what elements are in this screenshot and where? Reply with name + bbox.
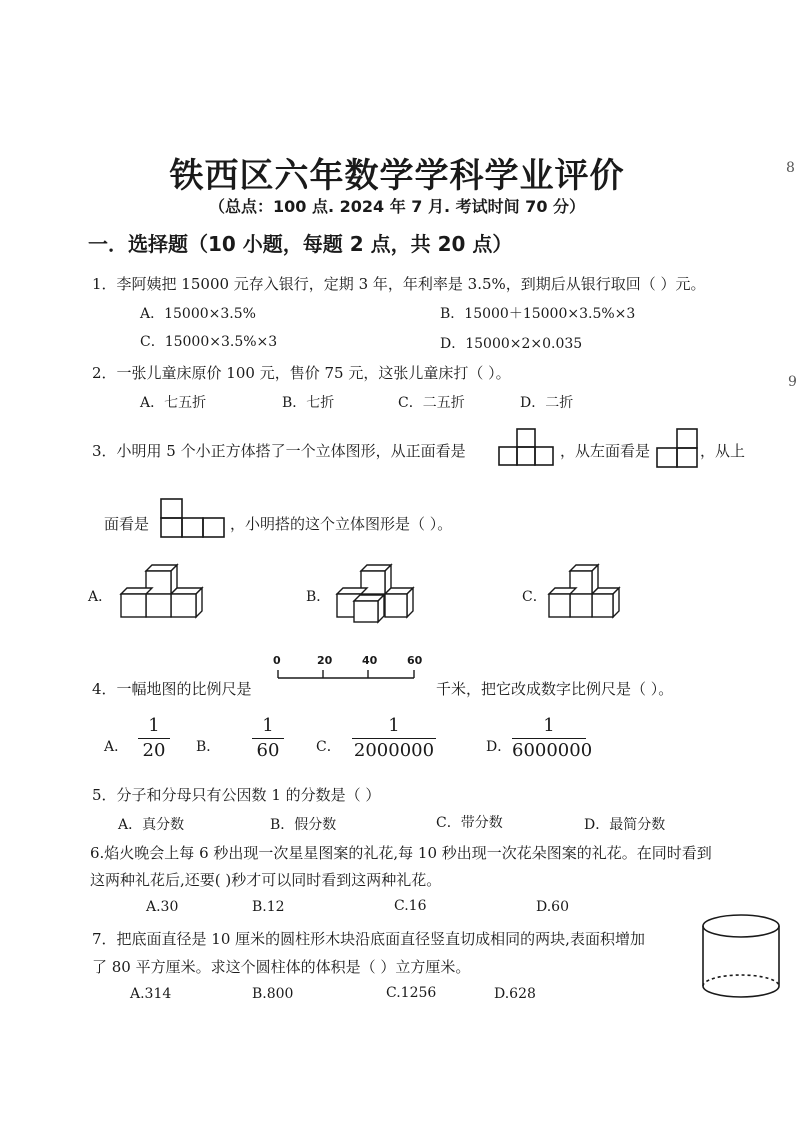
q4-stem-part1: 4．一幅地图的比例尺是 bbox=[92, 680, 252, 698]
scale-tick-20: 20 bbox=[317, 654, 333, 667]
q3-option-a-cubes bbox=[116, 563, 206, 623]
q4-fraction-b bbox=[252, 715, 284, 762]
q6-option-b: B.12 bbox=[252, 899, 285, 915]
q7-option-b: B.800 bbox=[252, 986, 294, 1002]
q7-option-d: D.628 bbox=[494, 986, 536, 1002]
q4-fraction-d-den: 6000000 bbox=[512, 740, 593, 761]
q2-option-c: C．二五折 bbox=[398, 395, 465, 411]
q2-option-d: D．二折 bbox=[520, 395, 574, 411]
q2-stem: 2．一张儿童床原价 100 元，售价 75 元，这张儿童床打（ ）。 bbox=[92, 364, 511, 382]
q4-scale-bar bbox=[270, 652, 430, 686]
q4-option-a: A． bbox=[104, 739, 129, 755]
q3-left-view-figure bbox=[656, 428, 700, 468]
q2-option-b: B．七折 bbox=[282, 395, 335, 411]
q3-stem-part3: ，从上 bbox=[700, 442, 746, 460]
q6-line1: 6.焰火晚会上每 6 秒出现一次星星图案的礼花,每 10 秒出现一次花朵图案的礼花。在同时看到 bbox=[90, 844, 712, 862]
scale-tick-60: 60 bbox=[407, 654, 423, 667]
q4-option-d: D． bbox=[486, 739, 512, 755]
q6-option-a: A.30 bbox=[146, 899, 179, 915]
q3-stem-line2-part2: ，小明搭的这个立体图形是（ ）。 bbox=[230, 515, 453, 533]
q3-option-c: C． bbox=[522, 589, 547, 605]
q4-option-c: C． bbox=[316, 739, 341, 755]
q4-fraction-b-den: 60 bbox=[256, 740, 280, 761]
q6-option-c: C.16 bbox=[394, 898, 427, 914]
q4-fraction-c-num: 1 bbox=[388, 715, 400, 736]
q3-option-b-cubes bbox=[334, 563, 418, 623]
q6-option-d: D.60 bbox=[536, 899, 569, 915]
scale-tick-40: 40 bbox=[362, 654, 378, 667]
q4-option-b: B． bbox=[196, 739, 221, 755]
q3-top-view-figure bbox=[160, 498, 228, 540]
q4-fraction-d bbox=[512, 715, 593, 762]
q7-line2: 了 80 平方厘米。求这个圆柱体的体积是（ ）立方厘米。 bbox=[92, 958, 471, 976]
q2-option-a: A．七五折 bbox=[140, 395, 207, 411]
q1-option-b: B．15000＋15000×3.5%×3 bbox=[440, 306, 636, 322]
q7-cylinder-figure bbox=[700, 912, 784, 998]
q3-option-a: A． bbox=[88, 589, 113, 605]
q4-fraction-b-num: 1 bbox=[262, 715, 274, 736]
q5-option-b: B．假分数 bbox=[270, 817, 337, 833]
q5-stem: 5．分子和分母只有公因数 1 的分数是（ ） bbox=[92, 786, 381, 804]
scale-tick-0: 0 bbox=[273, 654, 281, 667]
q1-option-c: C．15000×3.5%×3 bbox=[140, 334, 278, 350]
q4-fraction-c bbox=[352, 715, 436, 762]
q5-option-c: C．带分数 bbox=[436, 815, 503, 831]
q1-option-d: D．15000×2×0.035 bbox=[440, 336, 583, 352]
q3-option-b: B． bbox=[306, 589, 331, 605]
q5-option-d: D．最简分数 bbox=[584, 817, 666, 833]
page-subtitle: （总点：100 点. 2024 年 7 月. 考试时间 70 分） bbox=[208, 197, 586, 216]
q6-line2: 这两种礼花后,还要( )秒才可以同时看到这两种礼花。 bbox=[90, 871, 442, 889]
q4-fraction-a-den: 20 bbox=[142, 740, 166, 761]
q1-stem: 1．李阿姨把 15000 元存入银行，定期 3 年，年利率是 3.5%，到期后从银行取回（ ）元。 bbox=[92, 275, 706, 293]
q7-line1: 7．把底面直径是 10 厘米的圆柱形木块沿底面直径竖直切成相同的两块,表面积增加 bbox=[92, 930, 645, 948]
q3-stem-part1: 3．小明用 5 个小正方体搭了一个立体图形，从正面看是 bbox=[92, 442, 466, 460]
q4-fraction-a bbox=[138, 715, 170, 762]
q3-stem-line2-part1: 面看是 bbox=[104, 515, 150, 533]
q4-fraction-a-num: 1 bbox=[148, 715, 160, 736]
q4-fraction-c-den: 2000000 bbox=[353, 740, 435, 761]
margin-mark-side: 9 bbox=[788, 374, 797, 390]
q4-fraction-d-num: 1 bbox=[543, 715, 555, 736]
q7-option-a: A.314 bbox=[130, 986, 172, 1002]
q3-stem-part2: ，从左面看是 bbox=[560, 442, 651, 460]
q4-stem-part2: 千米，把它改成数字比例尺是（ ）。 bbox=[436, 680, 674, 698]
page-title: 铁西区六年数学学科学业评价 bbox=[169, 156, 625, 196]
q7-option-c: C.1256 bbox=[386, 985, 437, 1001]
section-heading-choice: 一．选择题（10 小题，每题 2 点，共 20 点） bbox=[88, 232, 513, 256]
q3-option-c-cubes bbox=[546, 563, 624, 623]
q5-option-a: A．真分数 bbox=[118, 817, 185, 833]
margin-mark-top: 8 bbox=[786, 160, 795, 176]
q3-front-view-figure bbox=[498, 428, 558, 466]
q1-option-a: A．15000×3.5% bbox=[140, 306, 256, 322]
